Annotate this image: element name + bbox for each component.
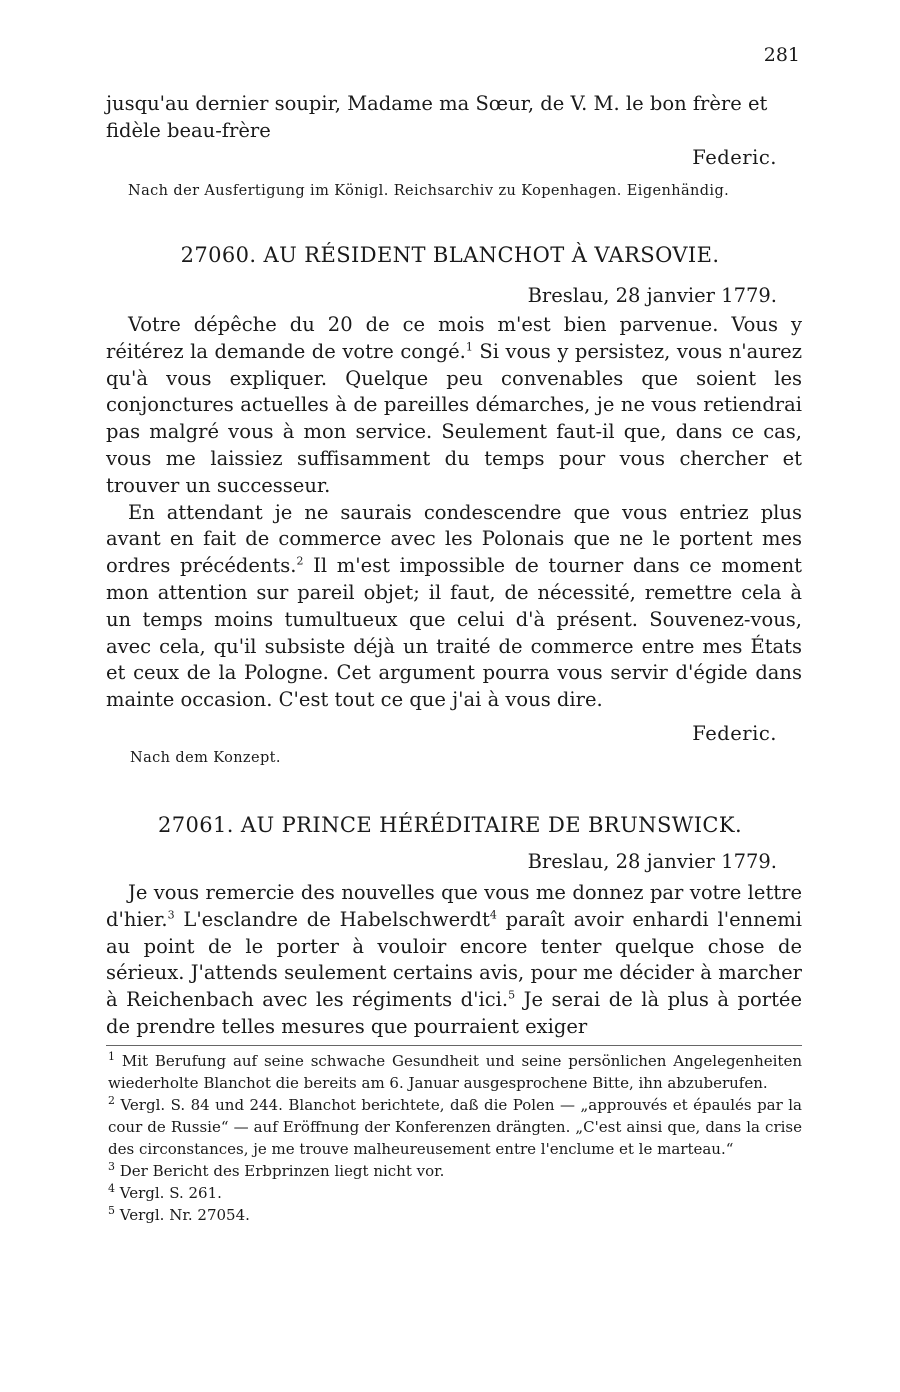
footnotes [108, 1050, 802, 1226]
footnote-ref-5: 5 [508, 988, 516, 1002]
signature-27060: Federic. [692, 722, 777, 745]
paragraph-1 [106, 880, 802, 1041]
text: En attendant je ne saurais condescendre que vous entriez plus avant en fait de commerce avec les Polonais que ne le portent mes ordres précédents. [106, 500, 802, 578]
text: Si vous y persistez, vous n'aurez qu'à vous expliquer. Quelque peu convenables que soient les conjonctures actuelles à de pareilles démarches, je ne vous retiendrai pas malgré vous à mon service. Seulement faut-il que, dans ce cas, vous me laissiez suffisamment du temps pour vous chercher et trouver un successeur. [106, 339, 802, 497]
footnote-number: 2 [108, 1094, 115, 1107]
footnote-ref-3: 3 [167, 908, 175, 922]
text: L'esclandre de Habelschwerdt [174, 907, 490, 931]
footnote-text: Vergl. S. 261. [119, 1184, 222, 1202]
footnote-text: Mit Berufung auf seine schwache Gesundheit und seine persönlichen Angelegenheiten wiederholte Blanchot die bereits am 6. Januar ausgesprochene Bitte, ihn abzuberufen. [108, 1052, 802, 1092]
text: Votre dépêche du 20 de ce mois m'est bien parvenue. Vous y réitérez la demande de votre congé. [106, 313, 802, 363]
heading-27061: 27061. AU PRINCE HÉRÉDITAIRE DE BRUNSWICK. [157, 813, 743, 837]
page-number: 281 [763, 44, 800, 66]
footnote-ref-4: 4 [489, 908, 497, 922]
footnote-number: 4 [108, 1182, 115, 1195]
letter-27060-body [106, 312, 802, 714]
dateline-27061: Breslau, 28 janvier 1779. [527, 850, 777, 873]
footnote-text: Der Bericht des Erbprinzen liegt nicht vor. [119, 1162, 445, 1180]
text: Il m'est impossible de tourner dans ce moment mon attention sur pareil objet; il faut, de nécessité, remettre cela à un temps moins tumultueux que celui d'à présent. Souvenez-vous, avec cela, qu'il subsiste déjà un traité de commerce entre mes États et ceux de la Pologne. Cet argument pourra vous servir d'égide dans mainte occasion. C'est tout ce que j'ai à vous dire. [106, 554, 802, 712]
closing-text: jusqu'au dernier soupir, Madame ma Sœur, de V. M. le bon frère et fidèle beau-frère [106, 92, 768, 142]
footnote-ref-1: 1 [465, 340, 473, 354]
paragraph-2 [106, 500, 802, 714]
heading-27060: 27060. AU RÉSIDENT BLANCHOT À VARSOVIE. [180, 243, 720, 267]
dateline-27060: Breslau, 28 janvier 1779. [527, 284, 777, 307]
footnote-1 [108, 1050, 802, 1094]
footnote-text: Vergl. S. 84 und 244. Blanchot berichtete, daß die Polen — „approuvés et épaulés par la cour de Russie“ — auf Eröffnung der Konferenzen drängten. „C'est ainsi que, dans la crise des circonstances, je me trouve malheureusement entre l'enclume et le marteau.“ [108, 1096, 802, 1158]
footnote-number: 1 [108, 1050, 115, 1063]
paragraph-1 [106, 312, 802, 500]
footnote-number: 3 [108, 1160, 115, 1173]
footnote-number: 5 [108, 1204, 115, 1217]
letter-27061-body [106, 880, 802, 1041]
footnote-text: Vergl. Nr. 27054. [119, 1206, 250, 1224]
footnote-2 [108, 1094, 802, 1160]
text: Je vous remercie des nouvelles que vous me donnez par votre lettre d'hier. [106, 881, 802, 931]
text: Je serai de là plus à portée de prendre telles mesures que pourraient exiger [106, 988, 803, 1038]
footnote-4 [108, 1182, 802, 1204]
footnote-5 [108, 1204, 802, 1226]
text: paraît avoir enhardi l'ennemi au point de le porter à vouloir encore tenter quelque chose de sérieux. J'attends seulement certains avis, pour me décider à marcher à Reichenbach avec les régiments d'ici. [106, 907, 802, 1012]
footnote-ref-2: 2 [296, 554, 304, 568]
source-note-27060: Nach dem Konzept. [130, 750, 281, 766]
source-note-top: Nach der Ausfertigung im Königl. Reichsarchiv zu Kopenhagen. Eigenhändig. [128, 183, 730, 199]
footnote-rule [106, 1045, 802, 1046]
signature-top: Federic. [692, 146, 777, 169]
footnote-3 [108, 1160, 802, 1182]
